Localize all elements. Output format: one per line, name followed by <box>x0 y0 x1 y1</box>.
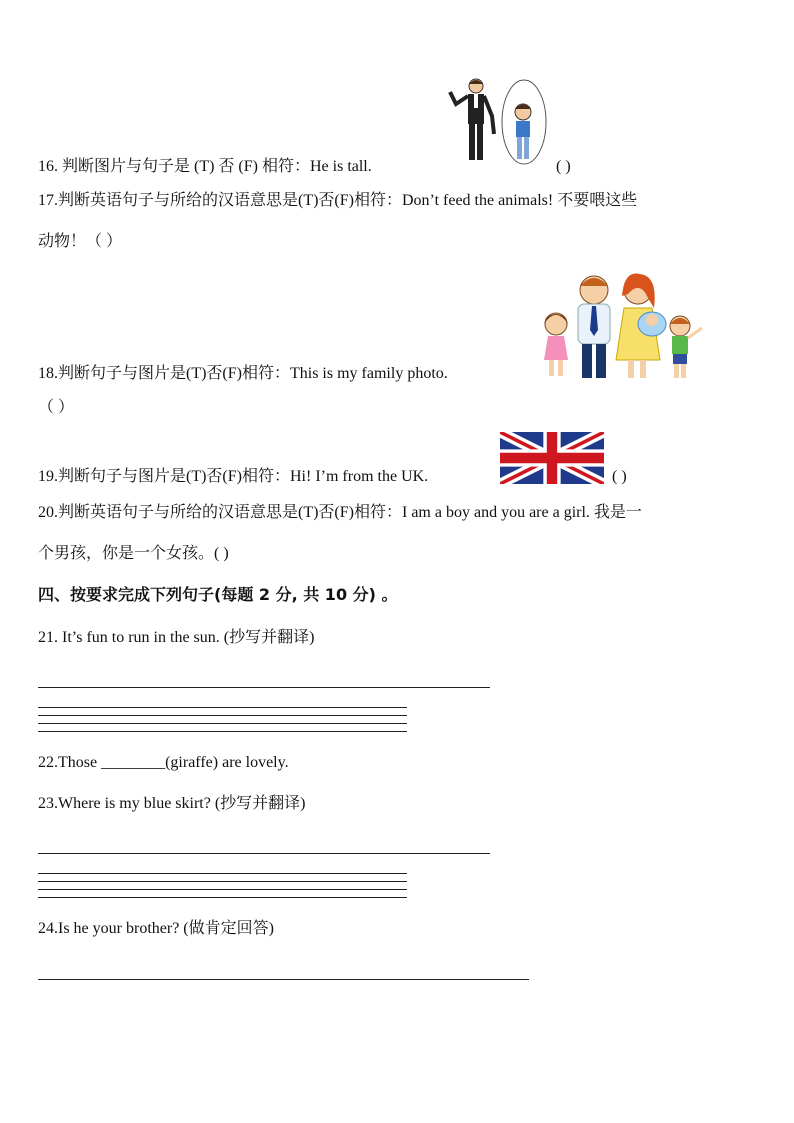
question-21: 21. It’s fun to run in the sun. (抄写并翻译) <box>38 629 315 646</box>
question-19: 19.判断句子与图片是(T)否(F)相符：Hi! I’m from the UK. <box>38 468 429 485</box>
question-16-text: 16. 判断图片与句子是 (T) 否 (F) 相符：He is tall. <box>38 158 372 175</box>
writing-line[interactable] <box>38 897 407 898</box>
family-photo-image <box>536 268 712 382</box>
writing-line[interactable] <box>38 881 407 882</box>
question-19-answer-blank[interactable] <box>612 466 627 488</box>
answer-line[interactable] <box>38 853 490 854</box>
writing-line[interactable] <box>38 889 407 890</box>
answer-line[interactable] <box>38 687 490 688</box>
answer-line[interactable] <box>38 979 529 980</box>
question-20-line-1: 20.判断英语句子与所给的汉语意思是(T)否(F)相符：I am a boy and you are a girl. 我是一 <box>38 504 642 521</box>
question-24: 24.Is he your brother? (做肯定回答) <box>38 920 274 937</box>
tall-man-and-boy-image <box>444 76 548 168</box>
writing-line[interactable] <box>38 715 407 716</box>
answer-parentheses: ( ) <box>556 158 571 175</box>
question-17-line-2: 动物！（ ） <box>38 233 123 250</box>
answer-parentheses: ( ) <box>612 468 627 485</box>
uk-flag-image <box>500 432 604 484</box>
writing-line[interactable] <box>38 873 407 874</box>
question-18-line-1: 18.判断句子与图片是(T)否(F)相符：This is my family photo. <box>38 365 448 382</box>
question-22: 22.Those ________(giraffe) are lovely. <box>38 754 289 771</box>
writing-line[interactable] <box>38 723 407 724</box>
question-20-line-2: 个男孩，你是一个女孩。( ) <box>38 545 229 562</box>
writing-line[interactable] <box>38 731 407 732</box>
question-16 <box>38 156 372 178</box>
section-4-title: 四、按要求完成下列句子(每题 2 分, 共 10 分) 。 <box>38 585 398 604</box>
question-17-line-1: 17.判断英语句子与所给的汉语意思是(T)否(F)相符：Don’t feed the animals! 不要喂这些 <box>38 192 638 209</box>
question-16-answer-blank[interactable] <box>556 156 571 178</box>
writing-line[interactable] <box>38 707 407 708</box>
question-23: 23.Where is my blue skirt? (抄写并翻译) <box>38 795 306 812</box>
question-18-answer-blank[interactable]: （ ） <box>38 399 75 416</box>
